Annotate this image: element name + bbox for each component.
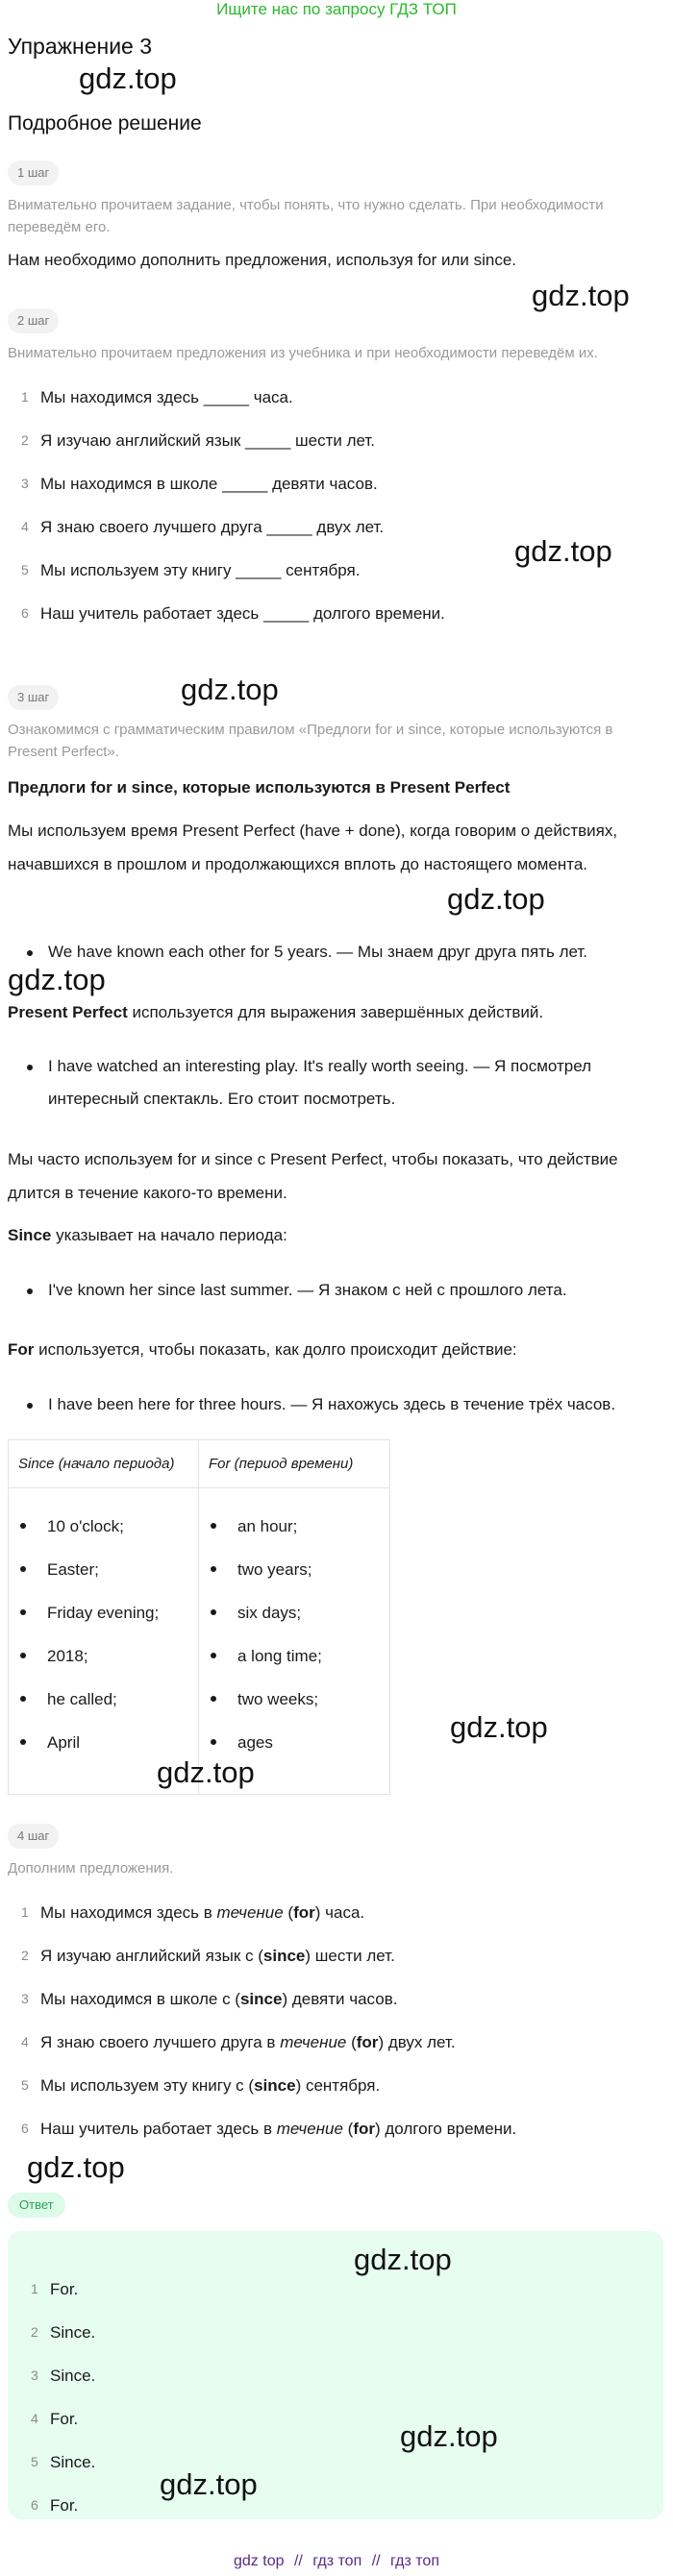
step-4-list bbox=[8, 1891, 661, 2150]
watermark: gdz.top bbox=[450, 1710, 548, 1744]
item-number: 5 bbox=[21, 562, 29, 577]
watermark: gdz.top bbox=[8, 963, 106, 996]
item-number: 2 bbox=[21, 432, 29, 448]
footer-links bbox=[0, 2550, 673, 2573]
bullet-dot bbox=[27, 1065, 33, 1070]
answer-item: 2 Since. bbox=[31, 2323, 96, 2342]
bullet-dot bbox=[27, 950, 33, 956]
answer-box bbox=[8, 2231, 663, 2519]
item-text: Мы используем эту книгу _____ сентября. bbox=[40, 561, 361, 579]
list-item bbox=[8, 376, 661, 419]
example-text: We have known each other for 5 years. — Мы знаем друг друга пять лет. bbox=[48, 943, 588, 961]
example-bullet bbox=[8, 1050, 661, 1117]
watermark: gdz.top bbox=[400, 2419, 498, 2453]
watermark: gdz.top bbox=[160, 2467, 258, 2501]
bold-term: Present Perfect bbox=[8, 1003, 128, 1021]
list-item: 2 Я изучаю английский язык с (since) шести лет. bbox=[21, 1947, 395, 1965]
bold-term: For bbox=[8, 1340, 35, 1359]
rule-paragraph: Мы используем время Present Perfect (have + done), когда говорим о действиях, начавшихся в прошлом и продолжающихся вплоть до настоящего момента. bbox=[8, 822, 618, 873]
answer-item: 6 For. bbox=[31, 2496, 79, 2515]
list-item: 1 Мы находимся здесь в течение (for) часа. bbox=[21, 1903, 365, 1922]
watermark: gdz.top bbox=[27, 2150, 125, 2184]
watermark: gdz.top bbox=[447, 882, 545, 916]
table-header-for: For (период времени) bbox=[199, 1440, 389, 1488]
solution-title: Подробное решение bbox=[8, 112, 202, 135]
example-text: I have been here for three hours. — Я нахожусь здесь в течение трёх часов. bbox=[48, 1395, 616, 1413]
table-header-since: Since (начало периода) bbox=[9, 1440, 198, 1488]
search-banner[interactable]: Ищите нас по запросу ГДЗ ТОП bbox=[216, 0, 457, 18]
step-4-pill: 4 шаг bbox=[8, 1824, 59, 1849]
step-1-pill: 1 шаг bbox=[8, 160, 59, 185]
since-for-table: Since (начало периода) For (период времени) 10 o'clock; Easter; Friday evening; 2018; he called; April an hour; two years; six days; a long time; two weeks; ages bbox=[8, 1439, 390, 1795]
list-item: 5 Мы используем эту книгу с (since) сентября. bbox=[21, 2076, 381, 2095]
footer-separator: // bbox=[371, 2553, 381, 2569]
rule-paragraph: Мы часто используем for и since с Present Perfect, чтобы показать, что действие длится в течение какого-то времени. bbox=[8, 1150, 618, 1202]
paragraph-text: указывает на начало периода: bbox=[51, 1226, 287, 1244]
exercise-title: Упражнение 3 bbox=[8, 34, 153, 59]
example-text: I've known her since last summer. — Я знаком с ней с прошлого лета. bbox=[48, 1281, 567, 1299]
bold-term: Since bbox=[8, 1226, 52, 1244]
answer-list bbox=[17, 2268, 633, 2527]
item-text: Я изучаю английский язык _____ шести лет. bbox=[40, 431, 376, 450]
example-text: I have watched an interesting play. It's really worth seeing. — Я посмотрел интересный спектакль. Его стоит посмотреть. bbox=[48, 1057, 592, 1108]
bullet-dot bbox=[27, 1288, 33, 1294]
step-4-note: Дополним предложения. bbox=[8, 1860, 174, 1877]
item-number: 3 bbox=[21, 476, 29, 491]
list-item: 3 Мы находимся в школе с (since) девяти часов. bbox=[21, 1990, 398, 2008]
step-3-note: Ознакомимся с грамматическим правилом «Предлоги for и since, которые используются в Present Perfect». bbox=[8, 722, 613, 760]
watermark: gdz.top bbox=[354, 2243, 452, 2276]
answer-item: 5 Since. bbox=[31, 2453, 96, 2471]
item-text: Мы находимся здесь _____ часа. bbox=[40, 388, 293, 406]
step-2-list bbox=[8, 376, 661, 635]
footer-link[interactable]: гдз топ bbox=[390, 2553, 439, 2569]
step-1-note: Внимательно прочитаем задание, чтобы понять, что нужно сделать. При необходимости переведём его. bbox=[8, 197, 604, 235]
paragraph-text: используется для выражения завершённых действий. bbox=[127, 1003, 544, 1021]
answer-item: 3 Since. bbox=[31, 2367, 96, 2385]
list-item bbox=[8, 419, 661, 462]
item-number: 4 bbox=[21, 519, 29, 534]
footer-separator: // bbox=[293, 2553, 303, 2569]
list-item: 6 Наш учитель работает здесь в течение (for) долгого времени. bbox=[21, 2120, 517, 2138]
watermark: gdz.top bbox=[532, 279, 630, 312]
answer-item: 4 For. bbox=[31, 2410, 79, 2428]
item-text: Мы находимся в школе _____ девяти часов. bbox=[40, 475, 378, 493]
rule-heading: Предлоги for и since, которые используются в Present Perfect bbox=[8, 778, 511, 797]
item-number: 1 bbox=[21, 389, 29, 405]
bullet-dot bbox=[27, 1403, 33, 1409]
step-3-pill: 3 шаг bbox=[8, 685, 59, 710]
step-2-note: Внимательно прочитаем предложения из учебника и при необходимости переведём их. bbox=[8, 345, 598, 361]
rule-paragraph bbox=[8, 996, 661, 1029]
watermark: gdz.top bbox=[157, 1755, 255, 1789]
item-number: 6 bbox=[21, 605, 29, 621]
paragraph-text: используется, чтобы показать, как долго происходит действие: bbox=[34, 1340, 517, 1359]
footer-link[interactable]: gdz top bbox=[234, 2553, 285, 2569]
list-item bbox=[8, 462, 661, 505]
rule-paragraph bbox=[8, 1334, 661, 1366]
list-item: 4 Я знаю своего лучшего друга в течение (for) двух лет. bbox=[21, 2033, 456, 2051]
list-item bbox=[8, 592, 661, 635]
answer-item: 1 For. bbox=[31, 2280, 79, 2298]
step-1-text: Нам необходимо дополнить предложения, используя for или since. bbox=[8, 251, 517, 269]
answer-pill: Ответ bbox=[8, 2193, 65, 2218]
step-2-pill: 2 шаг bbox=[8, 308, 59, 333]
item-text: Наш учитель работает здесь _____ долгого времени. bbox=[40, 604, 445, 623]
watermark: gdz.top bbox=[514, 534, 612, 568]
rule-paragraph bbox=[8, 1219, 661, 1252]
watermark: gdz.top bbox=[79, 61, 177, 95]
table-divider bbox=[198, 1440, 199, 1794]
item-text: Я знаю своего лучшего друга _____ двух лет. bbox=[40, 518, 385, 536]
watermark: gdz.top bbox=[181, 673, 279, 706]
footer-link[interactable]: гдз топ bbox=[312, 2553, 362, 2569]
